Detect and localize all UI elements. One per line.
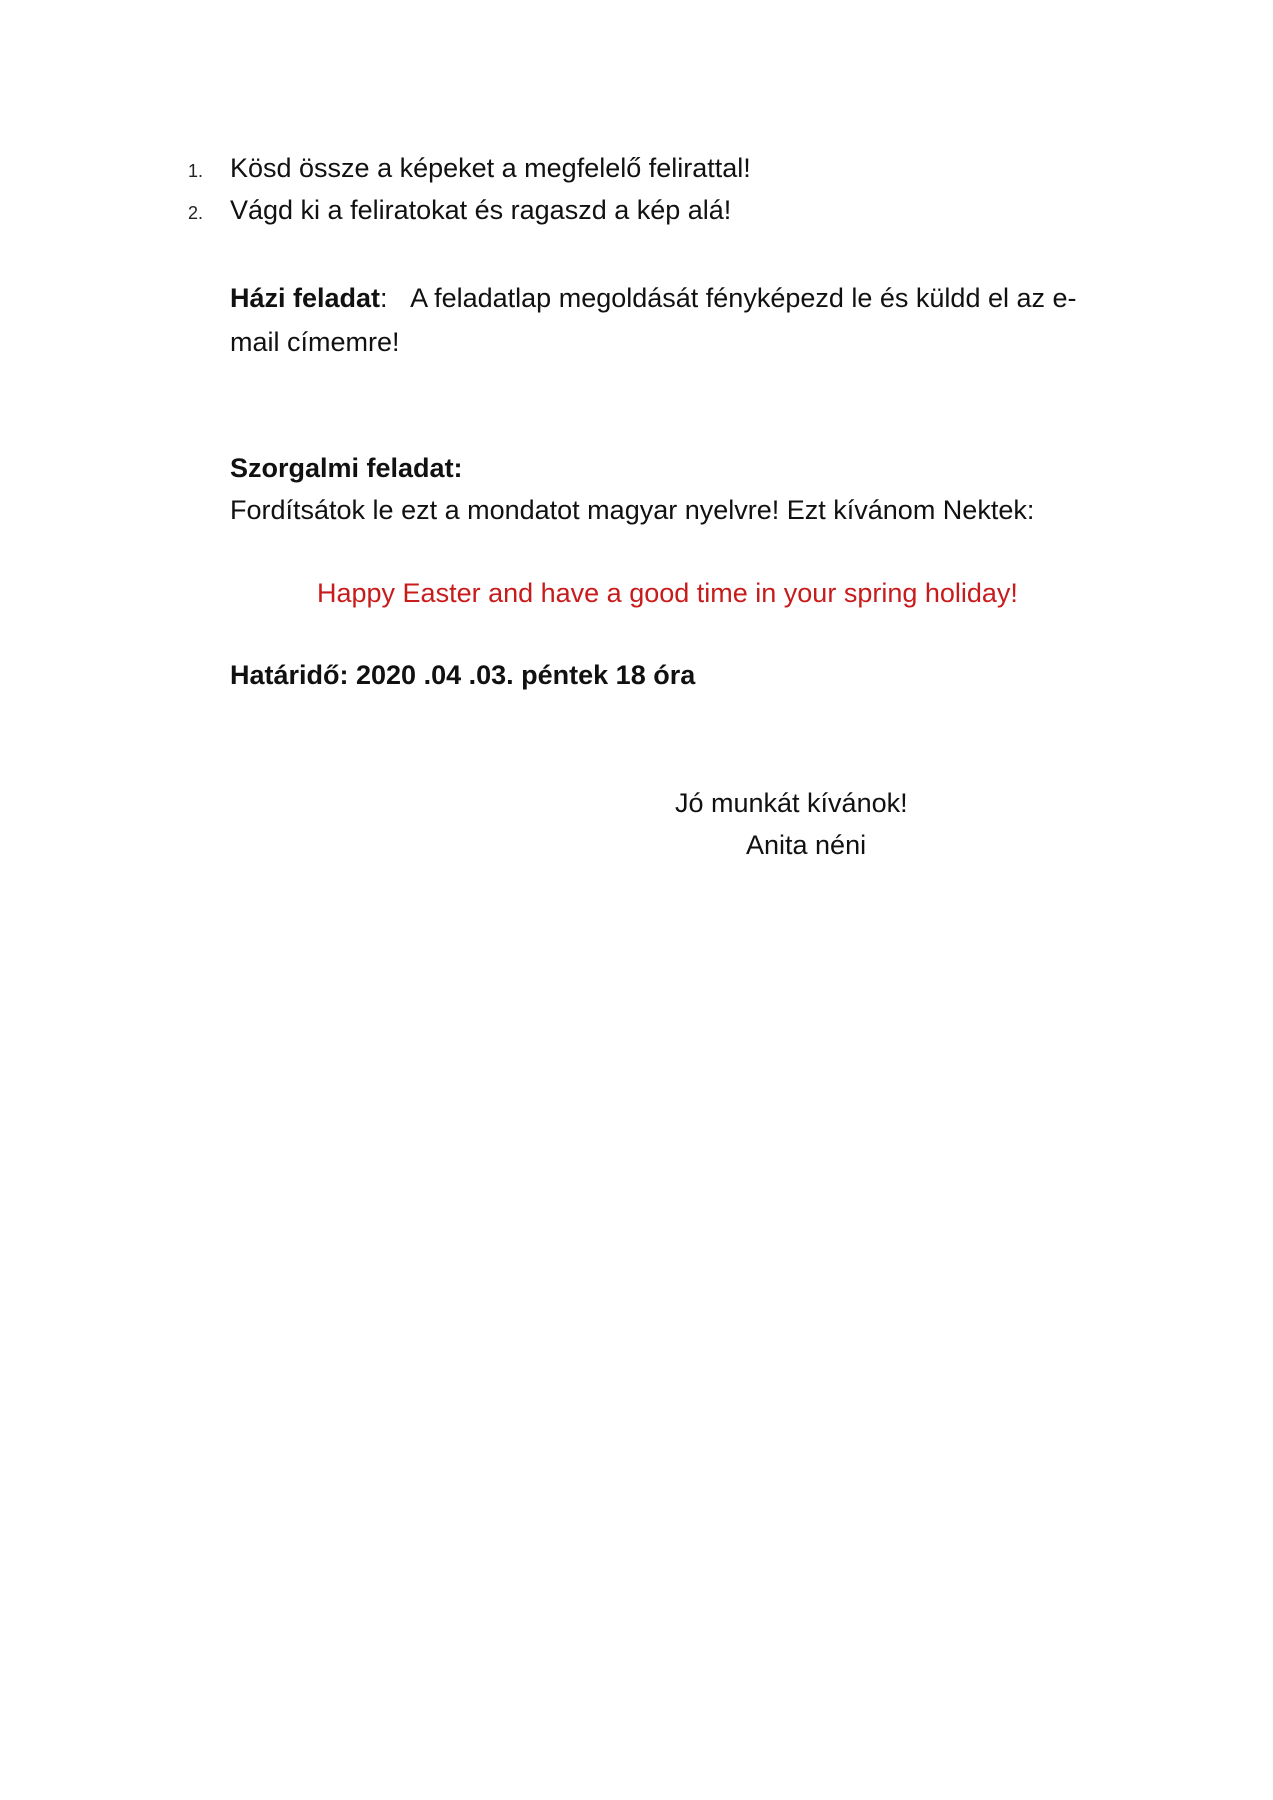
list-item: [188, 152, 1088, 194]
list-item-number: 1.: [188, 161, 204, 181]
homework-colon: :: [380, 283, 388, 313]
list-item: [188, 194, 1088, 236]
signature-name: Anita néni: [746, 830, 867, 860]
list-item-number: 2.: [188, 203, 204, 223]
list-item-text: Vágd ki a feliratokat és ragaszd a kép alá!: [230, 195, 732, 225]
instruction-list: [188, 152, 1088, 236]
english-sentence: Happy Easter and have a good time in your spring holiday!: [317, 578, 1018, 608]
homework-section: [230, 276, 1090, 364]
extra-task-title: Szorgalmi feladat:: [230, 453, 463, 483]
list-item-text: Kösd össze a képeket a megfelelő felirattal!: [230, 153, 751, 183]
signature-block: [675, 782, 995, 866]
homework-line-1: [230, 276, 1090, 320]
extra-task-instruction: Fordítsátok le ezt a mondatot magyar nyelvre! Ezt kívánom Nektek:: [230, 495, 1035, 525]
homework-text-line-2: mail címemre!: [230, 327, 400, 357]
signature-line-1: Jó munkát kívánok!: [675, 788, 908, 818]
homework-text-line-1: A feladatlap megoldását fényképezd le és küldd el az e-: [410, 283, 1077, 313]
deadline: Határidő: 2020 .04 .03. péntek 18 óra: [230, 660, 696, 690]
homework-label: Házi feladat: [230, 283, 381, 313]
